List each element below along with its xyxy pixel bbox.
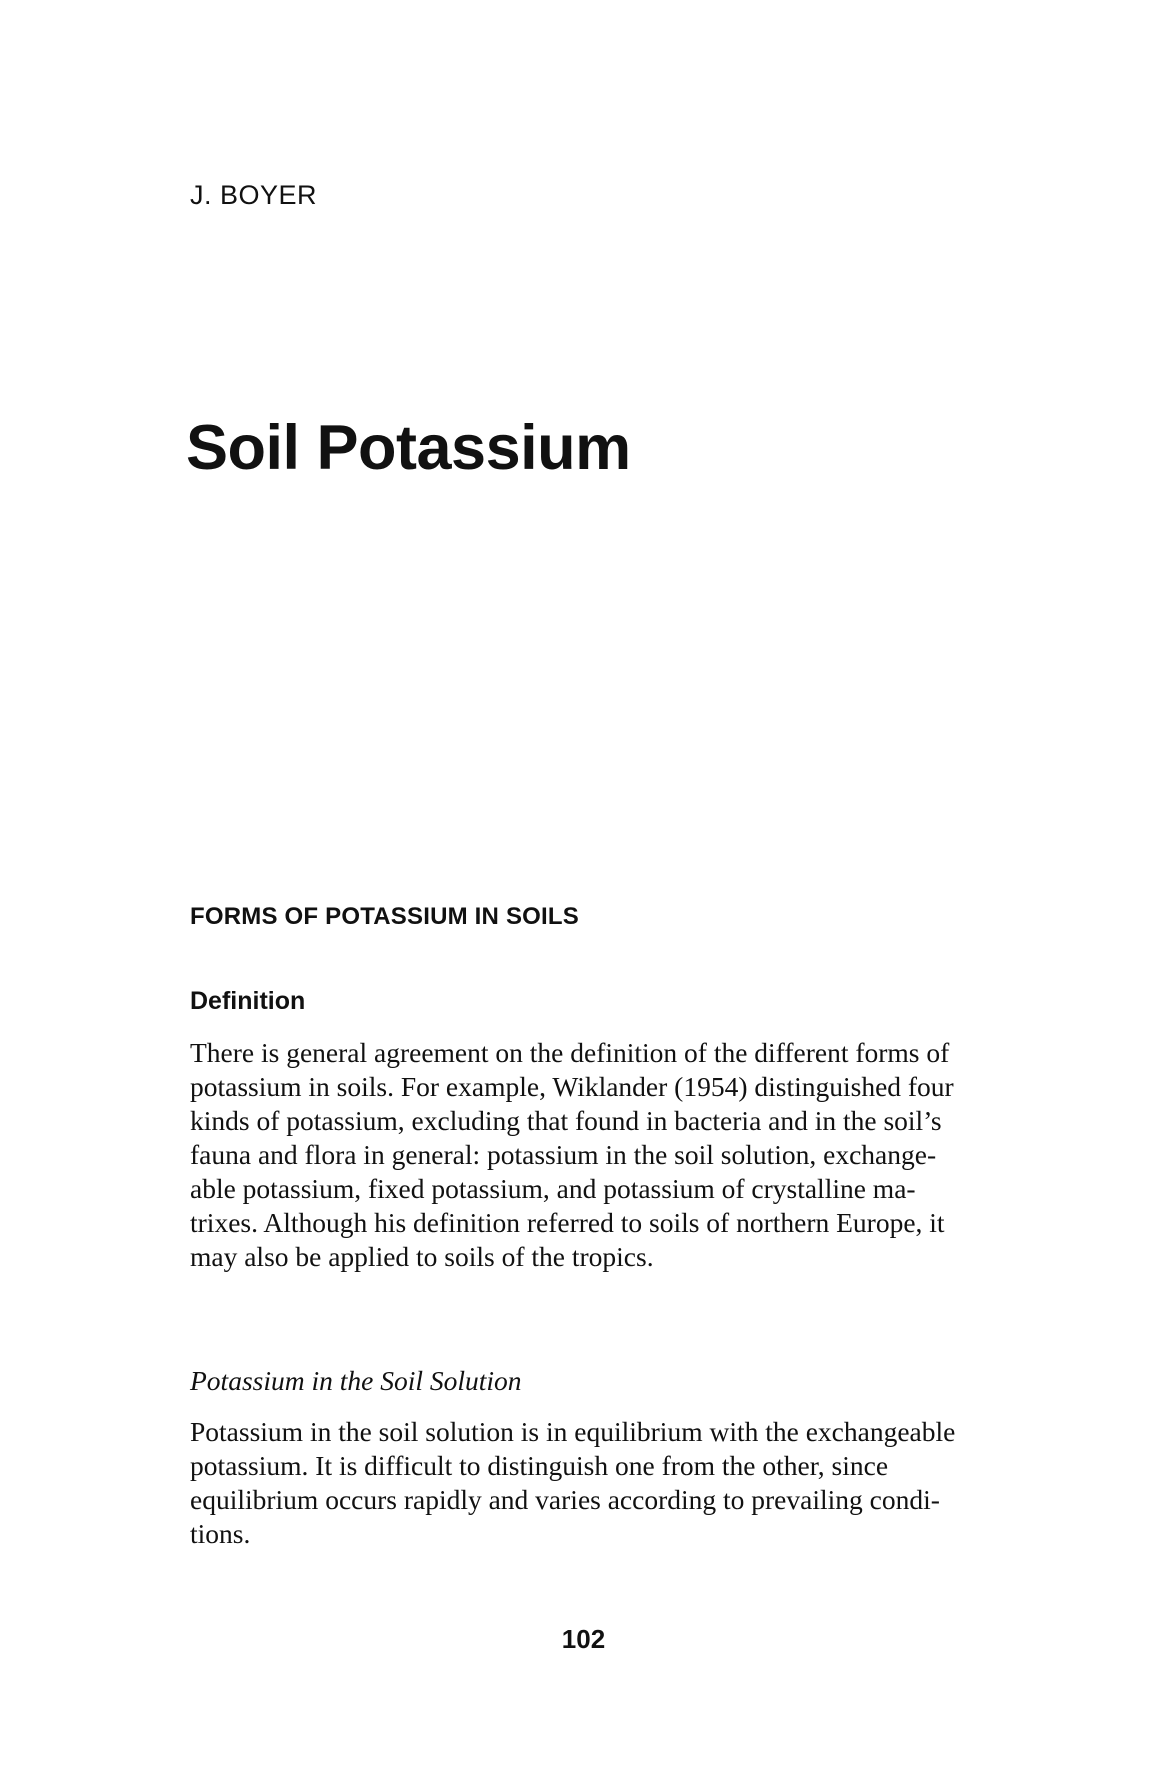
subsection-heading: Potassium in the Soil Solution (190, 1365, 522, 1396)
paragraph-line: tions. (190, 1518, 251, 1549)
paragraph-line: may also be applied to soils of the tropics. (190, 1241, 654, 1272)
paragraph-line: kinds of potassium, excluding that found in bacteria and in the soil’s (190, 1105, 942, 1136)
paragraph-line: fauna and flora in general: potassium in the soil solution, exchange- (190, 1139, 937, 1170)
paragraph-line: There is general agreement on the definition of the different forms of (190, 1037, 950, 1068)
subheading-definition: Definition (190, 987, 306, 1015)
page-number: 102 (561, 1624, 606, 1654)
paragraph-line: potassium. It is difficult to distinguish one from the other, since (190, 1450, 889, 1481)
paragraph-line: trixes. Although his definition referred to soils of northern Europe, it (190, 1207, 945, 1238)
chapter-title: Soil Potassium (186, 413, 631, 483)
paragraph-line: Potassium in the soil solution is in equilibrium with the exchangeable (190, 1416, 956, 1447)
paragraph-line: equilibrium occurs rapidly and varies according to prevailing condi- (190, 1484, 940, 1515)
author-name: J. BOYER (190, 180, 318, 210)
soil-solution-paragraph (190, 1415, 1070, 1551)
paragraph-line: potassium in soils. For example, Wiklander (1954) distinguished four (190, 1071, 954, 1102)
paragraph-line: able potassium, fixed potassium, and potassium of crystalline ma- (190, 1173, 916, 1204)
section-heading: FORMS OF POTASSIUM IN SOILS (190, 903, 579, 930)
definition-paragraph (190, 1036, 1070, 1274)
